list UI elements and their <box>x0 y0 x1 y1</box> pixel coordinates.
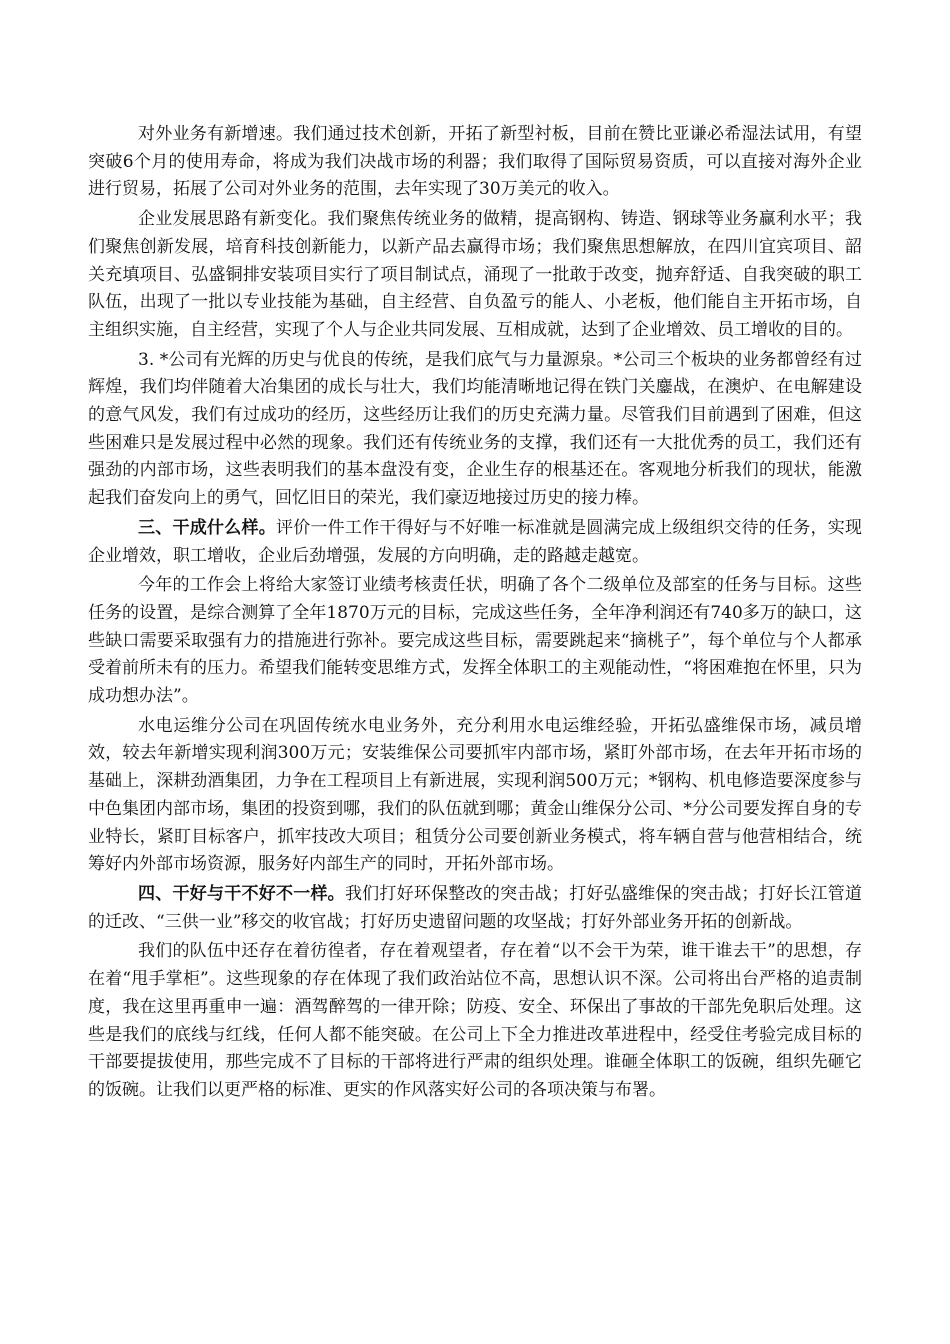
document-body <box>88 121 862 1107</box>
paragraph-text: 企业发展思路有新变化。我们聚焦传统业务的做精，提高钢构、铸造、钢球等业务赢利水平；我们聚焦创新发展，培育科技创新能力，以新产品去赢得市场；我们聚焦思想解放，在四川宜宾项目、韶关充填项目、弘盛铜排安装项目实行了项目制试点，涌现了一批敢于改变，抛弃舒适、自我突破的职工队伍，出现了一批以专业技能为基础，自主经营、自负盈亏的能人、小老板，他们能自主开拓市场，自主组织实施，自主经营，实现了个人与企业共同发展、互相成就，达到了企业增效、员工增收的目的。 <box>88 209 862 340</box>
section-four <box>88 881 862 936</box>
section-heading: 三、干成什么样。 <box>138 517 276 538</box>
paragraph-text: 对外业务有新增速。我们通过技术创新，开拓了新型衬板，目前在赞比亚谦必希湿法试用，有望突破6个月的使用寿命，将成为我们决战市场的利器；我们取得了国际贸易资质，可以直接对海外企业进行贸易，拓展了公司对外业务的范围，去年实现了30万美元的收入。 <box>88 124 862 200</box>
paragraph-accountability <box>88 938 862 1104</box>
paragraph-development-ideas <box>88 206 862 345</box>
paragraph-text: 我们的队伍中还存在着彷徨者，存在着观望者，存在着“以不会干为荣，谁干谁去干”的思想，存在着“甩手掌柜”。这些现象的存在体现了我们政治站位不高，思想认识不深。公司将出台严格的追责制度，我在这里再重申一遍：酒驾醉驾的一律开除；防疫、安全、环保出了事故的干部先免职后处理。这些是我们的底线与红线，任何人都不能突破。在公司上下全力推进改革进程中，经受住考验完成目标的干部要提拔使用，那些完成不了目标的干部将进行严肃的组织处理。谁砸全体职工的饭碗，组织先砸它的饭碗。让我们以更严格的标准、更实的作风落实好公司的各项决策与布署。 <box>88 941 862 1100</box>
paragraph-text: 今年的工作会上将给大家签订业绩考核责任状，明确了各个二级单位及部室的任务与目标。这些任务的设置，是综合测算了全年1870万元的目标，完成这些任务，全年净利润还有740多万的缺口，这些缺口需要采取强有力的措施进行弥补。要完成这些目标，需要跳起来“摘桃子”，每个单位与个人都承受着前所未有的压力。希望我们能转变思维方式，发挥全体职工的主观能动性，“将困难抱在怀里，只为成功想办法”。 <box>88 575 862 707</box>
paragraph-text: 水电运维分公司在巩固传统水电业务外，充分利用水电运维经验，开拓弘盛维保市场，减员增效，较去年新增实现利润300万元；安装维保公司要抓牢内部市场，紧盯外部市场，在去年开拓市场的基础上，深耕劲酒集团，力争在工程项目上有新进展，实现利润500万元；*钢构、机电修造要深度参与中色集团内部市场，集团的投资到哪，我们的队伍就到哪；黄金山维保分公司、*分公司要发挥自身的专业特长，紧盯目标客户，抓牢技改大项目；租赁分公司要创新业务模式，将车辆自营与他营相结合，统筹好内外部市场资源，服务好内部生产的同时，开拓外部市场。 <box>88 715 862 875</box>
paragraph-performance-targets <box>88 572 862 711</box>
section-three <box>88 515 862 570</box>
paragraph-unit-tasks <box>88 713 862 879</box>
paragraph-text: 3. *公司有光辉的历史与优良的传统，是我们底气与力量源泉。*公司三个板块的业务都曾经有过辉煌，我们均伴随着大冶集团的成长与壮大，我们均能清晰地记得在铁门关鏖战，在澳炉、在电解建设的意气风发，我们有过成功的经历，这些经历让我们的历史充满力量。尽管我们目前遇到了困难，但这些困难只是发展过程中必然的现象。我们还有传统业务的支撑，我们还有一大批优秀的员工，我们还有强劲的内部市场，这些表明我们的基本盘没有变，企业生存的根基还在。客观地分析我们的现状，能激起我们奋发向上的勇气，回忆旧日的荣光，我们豪迈地接过历史的接力棒。 <box>88 349 862 509</box>
section-heading: 四、干好与干不好不一样。 <box>138 883 345 904</box>
paragraph-text: 我们打好环保整改的突击战；打好弘盛维保的突击战；打好长江管道的迁改、“三供一业”移交的收官战；打好历史遗留问题的攻坚战；打好外部业务开拓的创新战。 <box>88 883 863 932</box>
paragraph-text: 评价一件工作干得好与不好唯一标准就是圆满完成上级组织交待的任务，实现企业增效，职工增收，企业后劲增强，发展的方向明确，走的路越走越宽。 <box>88 517 863 566</box>
paragraph-history-tradition <box>88 347 862 513</box>
paragraph-foreign-business <box>88 121 862 204</box>
